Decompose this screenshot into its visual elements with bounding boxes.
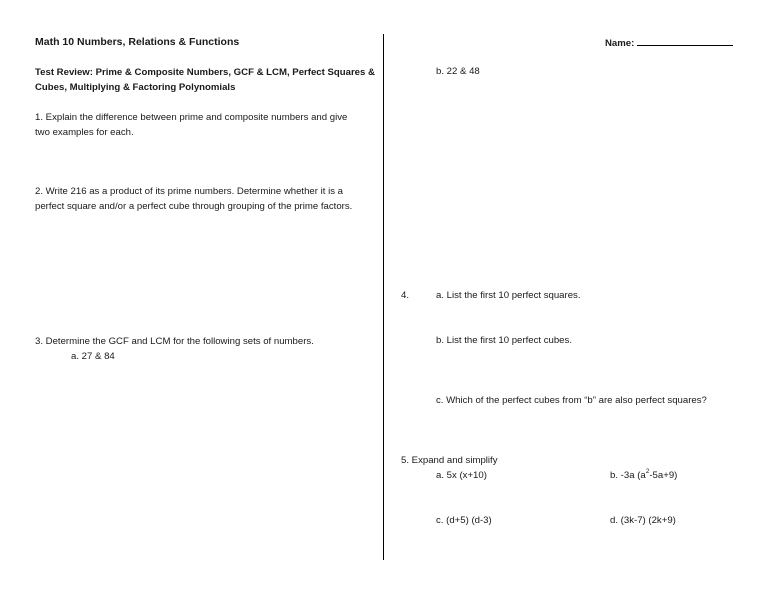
column-divider <box>383 34 384 560</box>
question-3b: b. 22 & 48 <box>436 66 480 77</box>
question-2-line2: perfect square and/or a perfect cube through grouping of the prime factors. <box>35 201 353 212</box>
question-5-prompt: 5. Expand and simplify <box>401 455 498 466</box>
question-2-line1: 2. Write 216 as a product of its prime numbers. Determine whether it is a <box>35 186 344 197</box>
question-5c: c. (d+5) (d-3) <box>436 515 492 526</box>
question-4a: a. List the first 10 perfect squares. <box>436 290 581 301</box>
question-5d: d. (3k-7) (2k+9) <box>610 515 676 526</box>
name-blank-line <box>637 35 733 46</box>
course-title: Math 10 Numbers, Relations & Functions <box>35 36 240 48</box>
question-3-prompt: 3. Determine the GCF and LCM for the following sets of numbers. <box>35 336 314 347</box>
question-4-number: 4. <box>401 290 410 301</box>
question-4b: b. List the first 10 perfect cubes. <box>436 335 572 346</box>
question-1-line1: 1. Explain the difference between prime and composite numbers and give <box>35 112 348 123</box>
name-label: Name: <box>605 38 635 49</box>
question-5a: a. 5x (x+10) <box>436 470 487 481</box>
question-5b-post: -5a+9) <box>649 470 678 481</box>
review-title-line2: Cubes, Multiplying & Factoring Polynomials <box>35 82 236 93</box>
question-1-line2: two examples for each. <box>35 127 134 138</box>
question-5b <box>610 468 677 483</box>
question-3a: a. 27 & 84 <box>71 351 115 362</box>
question-5b-pre: b. -3a (a <box>610 470 646 481</box>
review-title-line1: Test Review: Prime & Composite Numbers, GCF & LCM, Perfect Squares & <box>35 67 375 78</box>
question-4c: c. Which of the perfect cubes from “b” are also perfect squares? <box>436 395 707 406</box>
name-field <box>605 35 733 51</box>
question-5b-exponent: 2 <box>645 467 650 475</box>
